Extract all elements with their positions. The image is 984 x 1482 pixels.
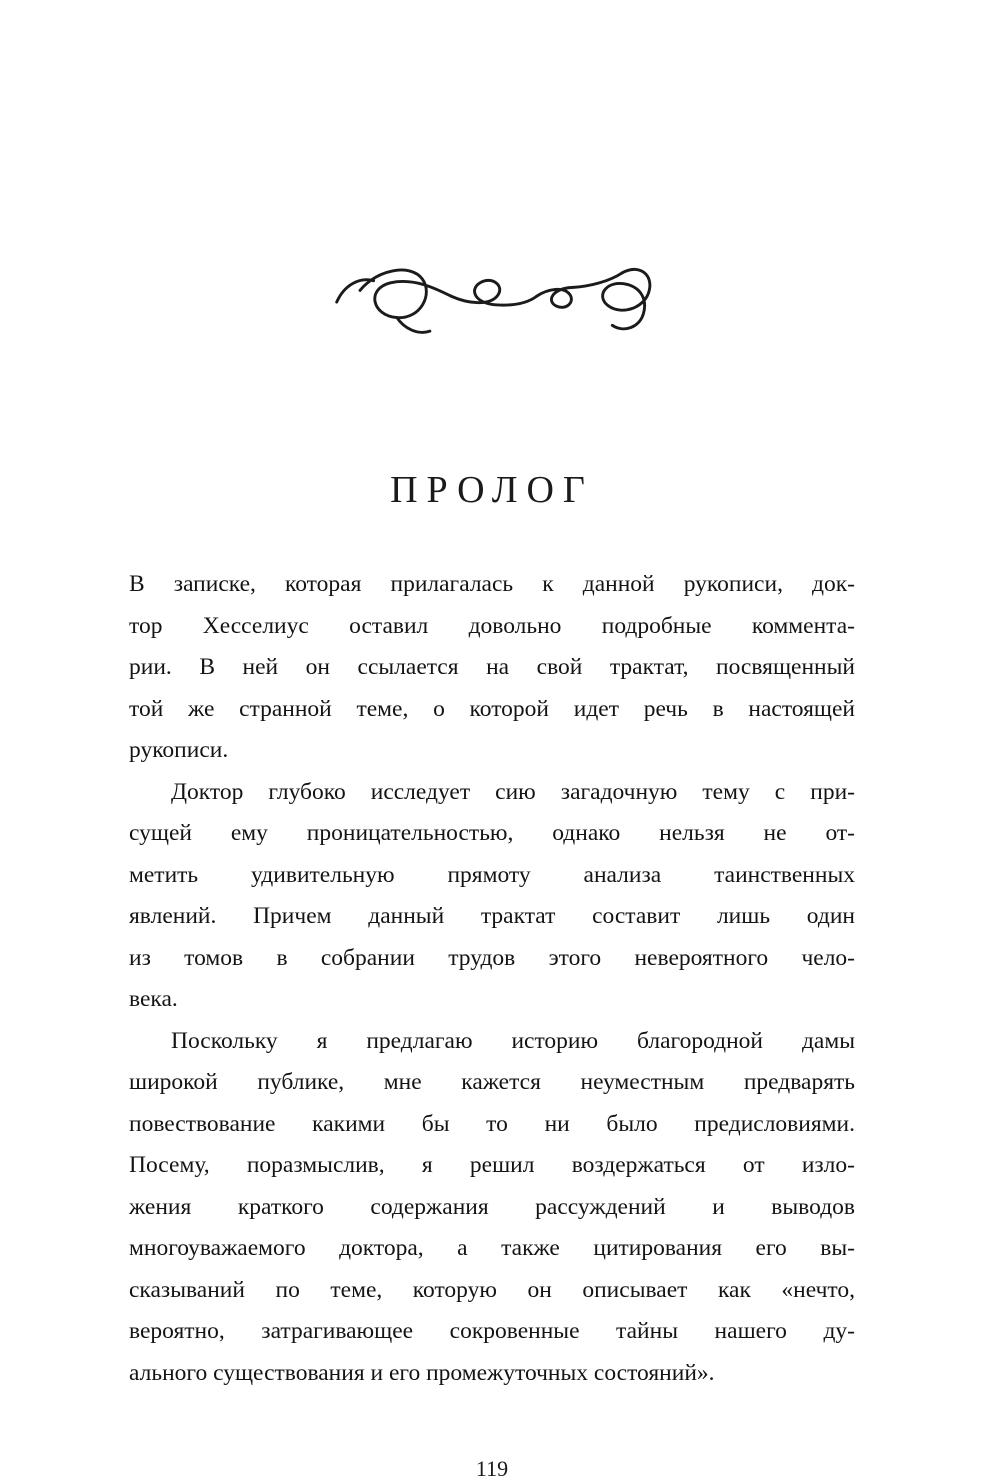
page-number: 119 [475,1456,509,1481]
text-line: Доктор глубоко исследует сию загадочную тему с при- [171,778,855,805]
text-line: рии. В ней он ссылается на свой трактат, посвященный [129,654,855,680]
text-line: той же странной теме, о которой идет речь в настоящей [129,695,855,722]
chapter-title: ПРОЛОГ [390,469,594,511]
text-line: явлений. Причем данный трактат составит лишь один [129,903,855,929]
text-line: повествование какими бы то ни было предисловиями. [129,1110,855,1137]
flourish-ornament-icon [327,258,657,350]
text-line: сказываний по теме, которую он описывает как «нечто, [129,1276,855,1303]
text-line: сущей ему проницательностью, однако нельзя не от- [129,820,855,846]
text-line: жения краткого содержания рассуждений и выводов [129,1193,855,1220]
text-line: В записке, которая прилагалась к данной рукописи, док- [129,571,855,597]
text-line: тор Хесселиус оставил довольно подробные коммента- [129,612,855,639]
text-line: века. [129,986,178,1012]
text-line: Посему, поразмыслив, я решил воздержаться от изло- [129,1152,855,1178]
text-line: из томов в собрании трудов этого невероятного чело- [129,944,855,971]
text-line: Поскольку я предлагаю историю благородной дамы [171,1027,855,1054]
text-line: метить удивительную прямоту анализа таинственных [129,861,855,888]
body-text [129,564,855,1394]
text-line: рукописи. [129,737,229,763]
paragraph [129,1021,855,1395]
ornament-container [0,0,984,350]
paragraph [129,772,855,1021]
paragraph [129,564,855,772]
text-line: многоуважаемого доктора, а также цитирования его вы- [129,1235,855,1261]
text-line: широкой публике, мне кажется неуместным предварять [129,1069,855,1095]
text-line: вероятно, затрагивающее сокровенные тайны нашего ду- [129,1318,855,1344]
text-line: ального существования и его промежуточных состояний». [129,1359,715,1386]
